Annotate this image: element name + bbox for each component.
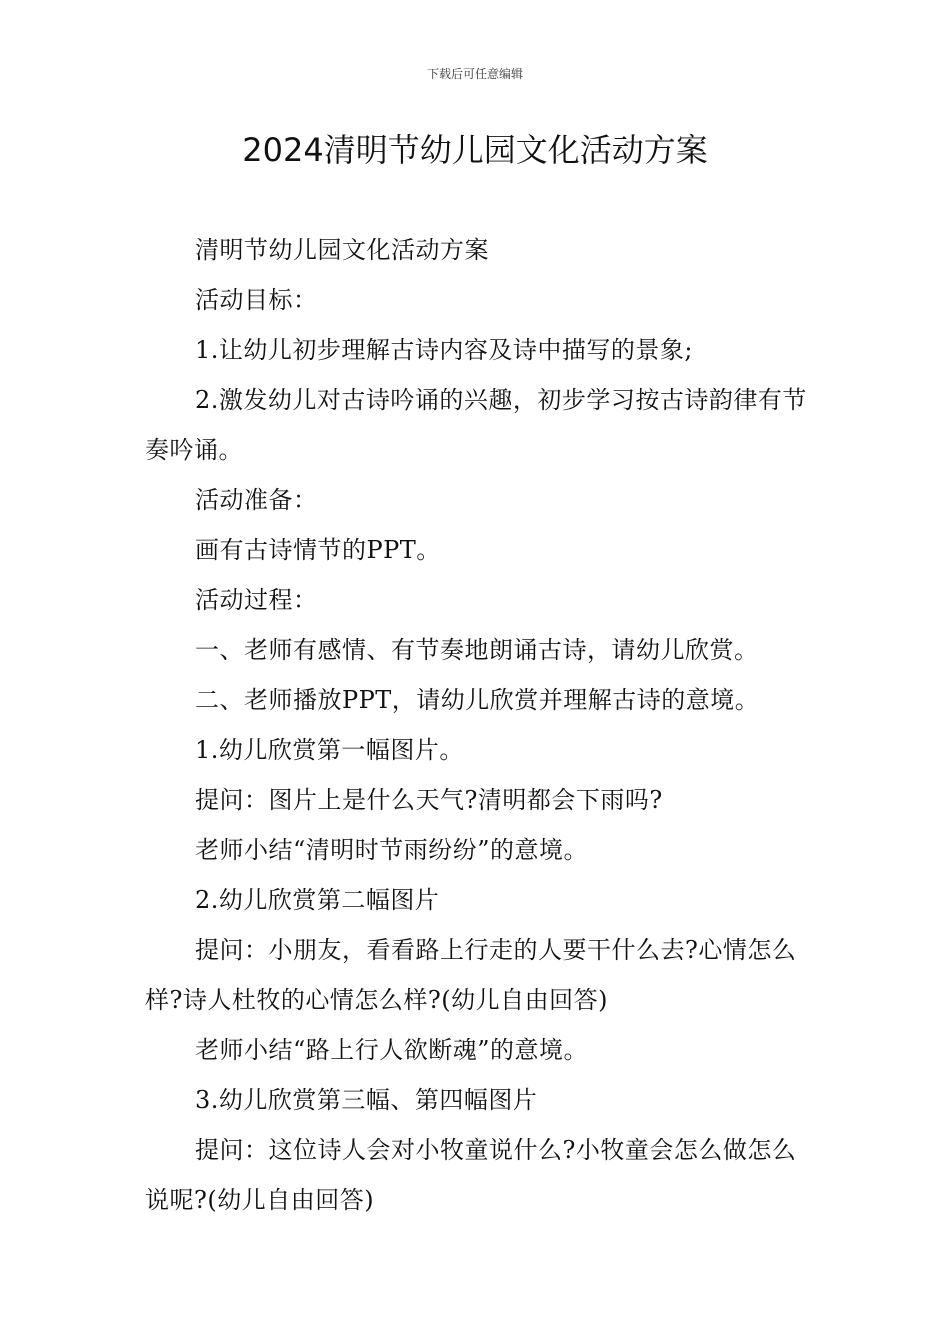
paragraph-plan-name: 清明节幼儿园文化活动方案 <box>195 236 489 264</box>
paragraph-step-2: 二、老师播放PPT，请幼儿欣赏并理解古诗的意境。 <box>195 686 760 714</box>
paragraph-summary-1: 老师小结“清明时节雨纷纷”的意境。 <box>195 836 589 864</box>
paragraph-prep-heading: 活动准备： <box>195 486 318 514</box>
document-title: 2024清明节幼儿园文化活动方案 <box>242 131 708 169</box>
header-note: 下载后可任意编辑 <box>426 67 523 81</box>
paragraph-process-heading: 活动过程： <box>195 586 318 614</box>
paragraph-step-1: 一、老师有感情、有节奏地朗诵古诗，请幼儿欣赏。 <box>195 636 759 664</box>
paragraph-summary-2: 老师小结“路上行人欲断魂”的意境。 <box>195 1036 589 1064</box>
paragraph-goal-1: 1.让幼儿初步理解古诗内容及诗中描写的景象; <box>195 336 693 364</box>
paragraph-picture-1: 1.幼儿欣赏第一幅图片。 <box>195 736 464 764</box>
paragraph-picture-2: 2.幼儿欣赏第二幅图片 <box>195 886 440 914</box>
paragraph-prep-content: 画有古诗情节的PPT。 <box>195 536 441 564</box>
document-body <box>145 225 807 1225</box>
paragraph-goal-2: 2.激发幼儿对古诗吟诵的兴趣，初步学习按古诗韵律有节奏吟诵。 <box>145 386 807 464</box>
paragraph-question-2: 提问：小朋友，看看路上行走的人要干什么去?心情怎么样?诗人杜牧的心情怎么样?(幼儿自由回答) <box>145 936 797 1014</box>
paragraph-question-3: 提问：这位诗人会对小牧童说什么?小牧童会怎么做怎么说呢?(幼儿自由回答) <box>145 1136 797 1214</box>
paragraph-picture-3: 3.幼儿欣赏第三幅、第四幅图片 <box>195 1086 538 1114</box>
paragraph-goals-heading: 活动目标： <box>195 286 318 314</box>
paragraph-question-1: 提问：图片上是什么天气?清明都会下雨吗? <box>195 786 663 814</box>
